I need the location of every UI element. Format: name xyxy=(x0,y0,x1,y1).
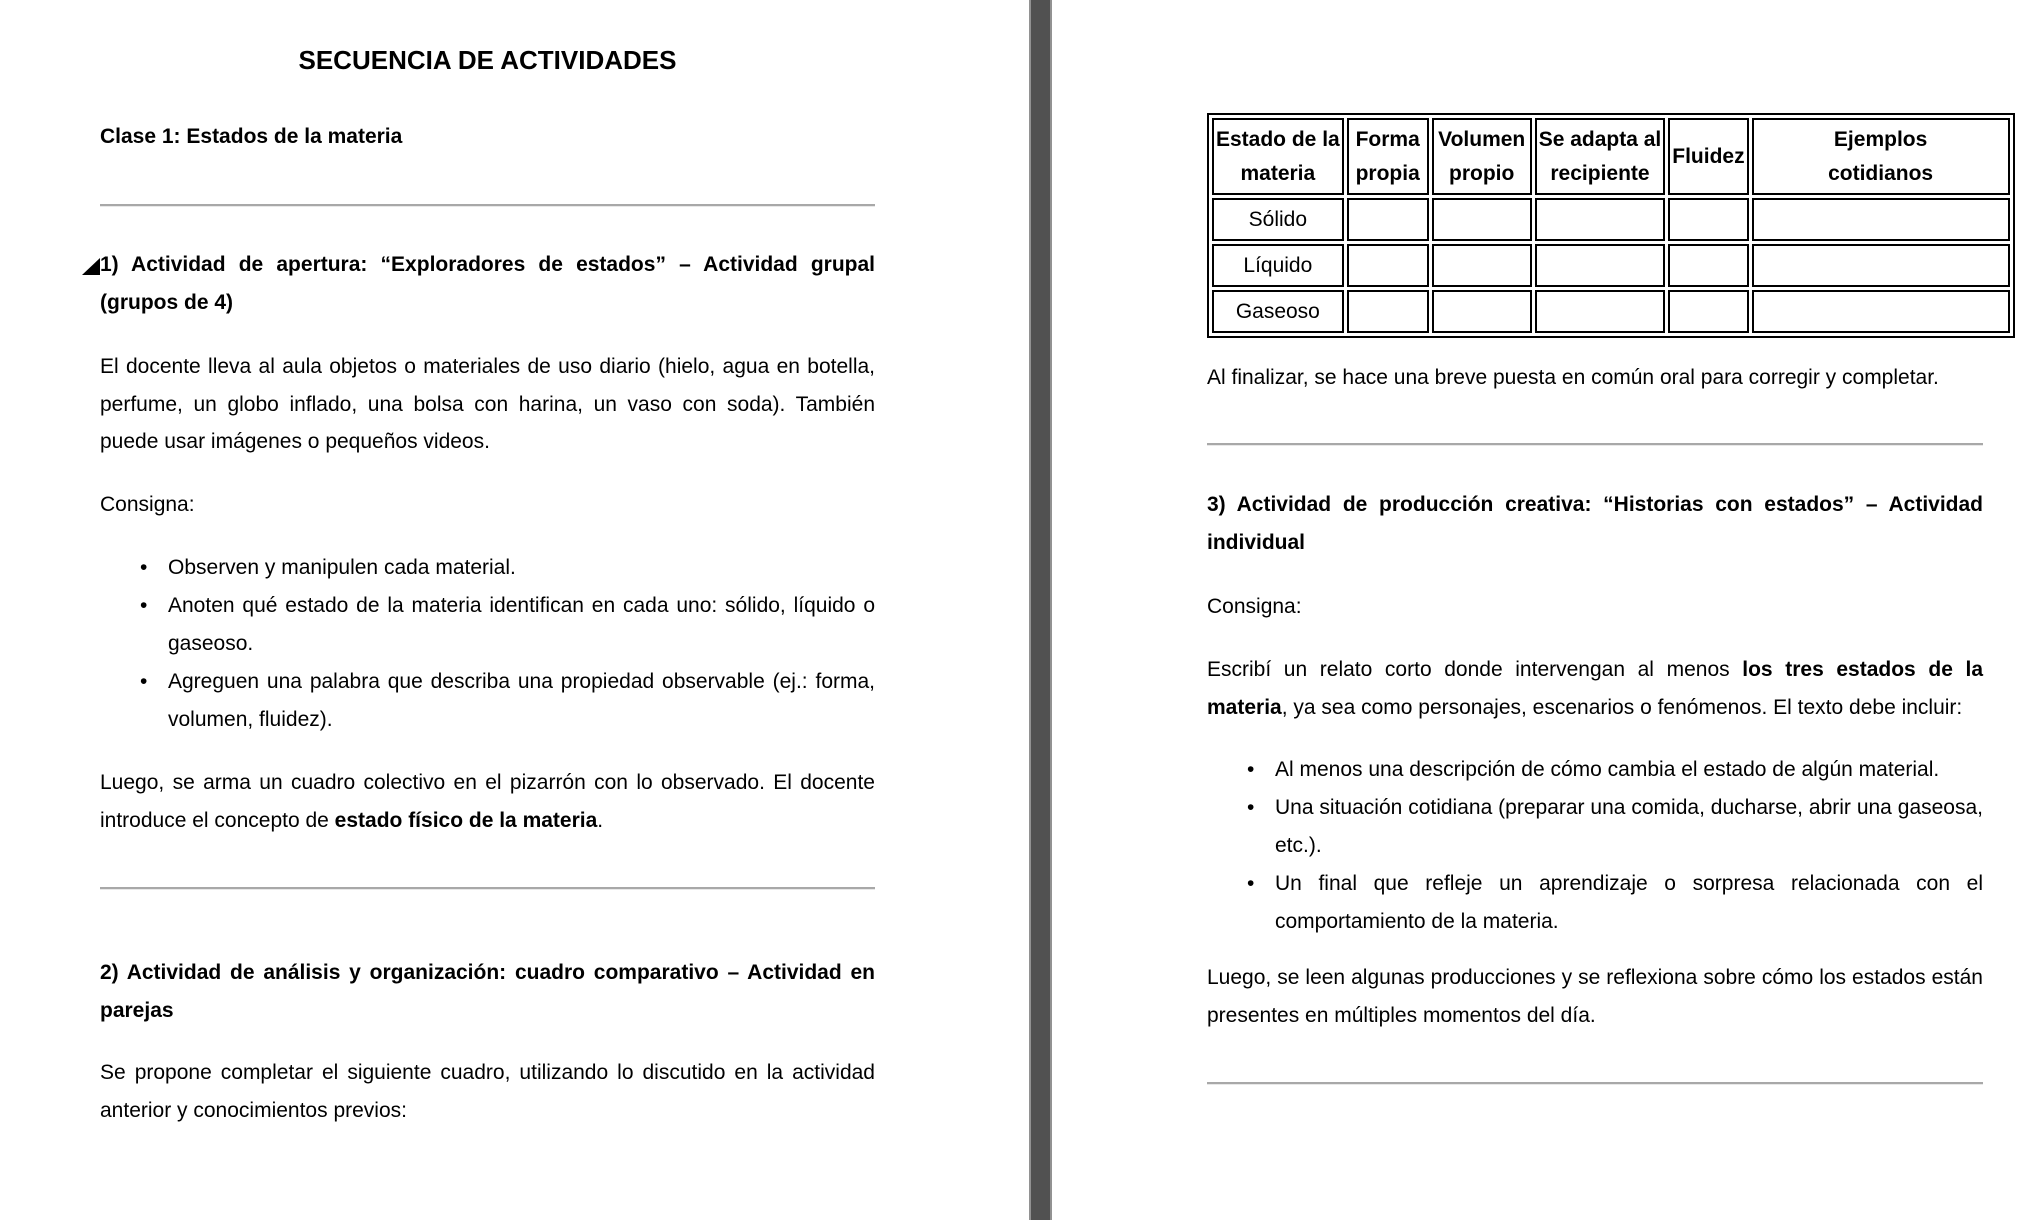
empty-fill-cell[interactable] xyxy=(1535,290,1666,333)
list-item[interactable]: • Observen y manipulen cada material. xyxy=(100,549,875,587)
empty-fill-cell[interactable] xyxy=(1432,198,1532,241)
table-column-header[interactable]: Forma propia xyxy=(1347,118,1429,195)
section1-intro-paragraph[interactable]: El docente lleva al aula objetos o materiales de uso diario (hielo, agua en botella, perfume, un globo inflado, una bolsa con harina, un vaso con soda). También puede usar imágenes o pequeños videos. xyxy=(100,355,875,453)
table-header-row xyxy=(1212,118,2010,195)
section3-heading[interactable]: 3) Actividad de producción creativa: “Historias con estados” – Actividad individual xyxy=(1207,493,1983,554)
horizontal-rule xyxy=(100,887,875,890)
section3-intro-paragraph[interactable]: Escribí un relato corto donde intervengan al menos los tres estados de la materia, ya sea como personajes, escenarios o fenómenos. El texto debe incluir: xyxy=(1207,658,1984,719)
horizontal-rule xyxy=(100,204,875,207)
section3-consigna-label[interactable]: Consigna: xyxy=(1207,595,1302,618)
table-row xyxy=(1212,244,2010,287)
list-item[interactable]: • Una situación cotidiana (preparar una comida, ducharse, abrir una gaseosa, etc.). xyxy=(1207,789,1983,865)
empty-fill-cell[interactable] xyxy=(1535,244,1666,287)
table-column-header[interactable]: Ejemplos cotidianos xyxy=(1752,118,2010,195)
empty-fill-cell[interactable] xyxy=(1347,244,1429,287)
row-label-cell[interactable]: Gaseoso xyxy=(1212,290,1344,333)
states-comparison-table xyxy=(1207,113,2015,338)
empty-fill-cell[interactable] xyxy=(1752,198,2010,241)
empty-fill-cell[interactable] xyxy=(1347,290,1429,333)
empty-fill-cell[interactable] xyxy=(1535,198,1666,241)
table-column-header[interactable]: Estado de la materia xyxy=(1212,118,1344,195)
horizontal-rule xyxy=(1207,1082,1983,1085)
page-gap-divider xyxy=(1029,0,1052,1220)
empty-fill-cell[interactable] xyxy=(1668,244,1748,287)
section1-bullet-list xyxy=(100,549,875,739)
empty-fill-cell[interactable] xyxy=(1752,244,2010,287)
list-item[interactable]: • Al menos una descripción de cómo cambia el estado de algún material. xyxy=(1207,751,1983,789)
empty-fill-cell[interactable] xyxy=(1752,290,2010,333)
table-column-header[interactable]: Se adapta al recipiente xyxy=(1535,118,1666,195)
document-page-right[interactable] xyxy=(1052,0,2040,1220)
empty-fill-cell[interactable] xyxy=(1347,198,1429,241)
section1-closing-paragraph[interactable]: Luego, se arma un cuadro colectivo en el pizarrón con lo observado. El docente introduce el concepto de estado físico de la materia. xyxy=(100,771,875,832)
section1-consigna-label[interactable]: Consigna: xyxy=(100,493,195,516)
empty-fill-cell[interactable] xyxy=(1432,290,1532,333)
section1-heading[interactable]: 1) Actividad de apertura: “Exploradores de estados” – Actividad grupal (grupos de 4) xyxy=(100,253,875,314)
heading-collapse-triangle-icon[interactable] xyxy=(82,258,100,275)
after-table-paragraph[interactable]: Al finalizar, se hace una breve puesta en común oral para corregir y completar. xyxy=(1207,366,1939,389)
section3-closing-paragraph[interactable]: Luego, se leen algunas producciones y se reflexiona sobre cómo los estados están presentes en múltiples momentos del día. xyxy=(1207,966,1983,1027)
table-row xyxy=(1212,198,2010,241)
empty-fill-cell[interactable] xyxy=(1668,290,1748,333)
table-body xyxy=(1212,198,2010,333)
list-item[interactable]: • Agreguen una palabra que describa una propiedad observable (ej.: forma, volumen, fluidez). xyxy=(100,663,875,739)
section2-intro-paragraph[interactable]: Se propone completar el siguiente cuadro, utilizando lo discutido en la actividad anterior y conocimientos previos: xyxy=(100,1061,875,1122)
empty-fill-cell[interactable] xyxy=(1668,198,1748,241)
class-heading[interactable]: Clase 1: Estados de la materia xyxy=(100,125,403,148)
document-title[interactable]: SECUENCIA DE ACTIVIDADES xyxy=(298,45,677,75)
table-row xyxy=(1212,290,2010,333)
row-label-cell[interactable]: Sólido xyxy=(1212,198,1344,241)
list-item[interactable]: • Un final que refleje un aprendizaje o sorpresa relacionada con el comportamiento de la materia. xyxy=(1207,865,1983,941)
empty-fill-cell[interactable] xyxy=(1432,244,1532,287)
list-item[interactable]: • Anoten qué estado de la materia identifican en cada uno: sólido, líquido o gaseoso. xyxy=(100,587,875,663)
table-column-header[interactable]: Fluidez xyxy=(1668,118,1748,195)
section3-bullet-list xyxy=(1207,751,1983,941)
table-column-header[interactable]: Volumen propio xyxy=(1432,118,1532,195)
row-label-cell[interactable]: Líquido xyxy=(1212,244,1344,287)
section2-heading[interactable]: 2) Actividad de análisis y organización: cuadro comparativo – Actividad en parejas xyxy=(100,961,875,1022)
horizontal-rule xyxy=(1207,443,1983,446)
